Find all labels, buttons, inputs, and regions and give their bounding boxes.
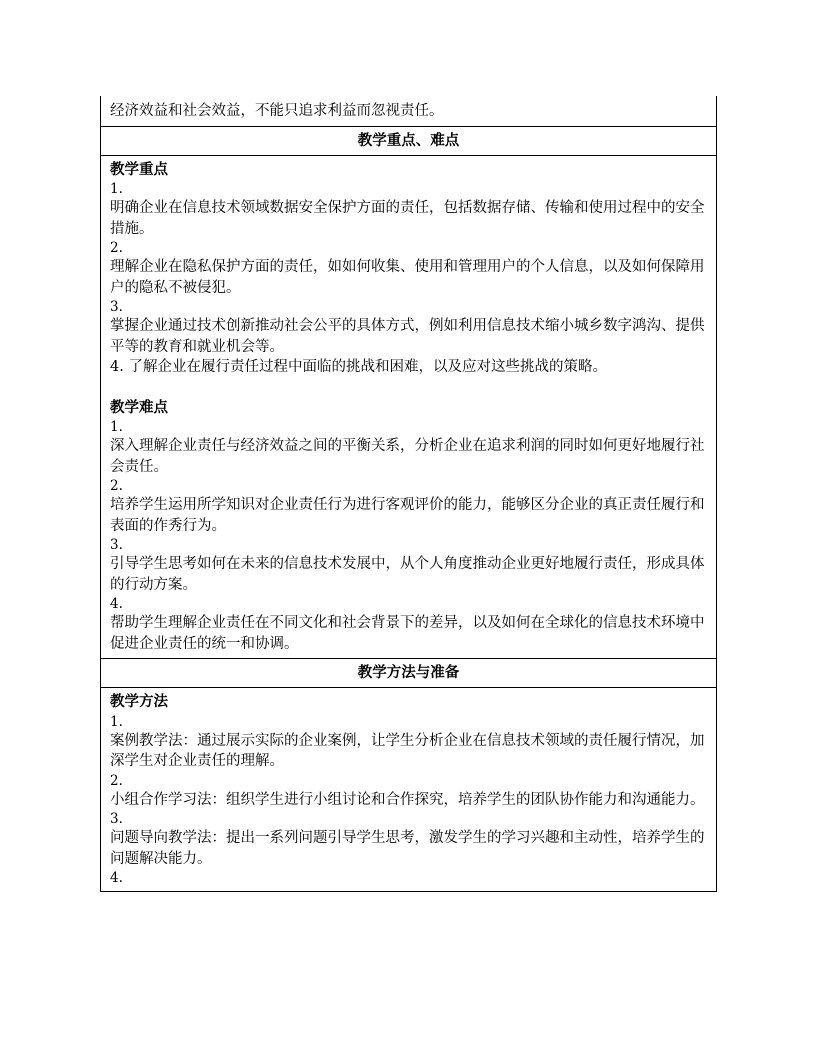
lesson-plan-table (100, 96, 717, 892)
method-item-4-num: 4. (110, 870, 123, 886)
method-item-3-num: 3. (110, 811, 123, 827)
section-header-text: 教学重点、难点 (357, 131, 460, 149)
method-item-1-num: 1. (110, 713, 123, 730)
section-header-text: 教学方法与准备 (357, 664, 460, 681)
spacer (110, 378, 707, 398)
continued-text-cell (101, 96, 716, 126)
difficulty-item-2-num: 2. (110, 478, 123, 494)
focus-item-1-num: 1. (110, 181, 123, 197)
focus-title: 教学重点 (110, 160, 168, 178)
focus-item-3-text: 掌握企业通过技术创新推动社会公平的具体方式，例如利用信息技术缩小城乡数字鸿沟、提供平等的教育和就业机会等。 (110, 318, 705, 355)
difficulty-item-3-text: 引导学生思考如何在未来的信息技术发展中，从个人角度推动企业更好地履行责任，形成具体的行动方案。 (110, 556, 705, 593)
difficulty-title: 教学难点 (110, 398, 168, 416)
focus-item-4: 4. 了解企业在履行责任过程中面临的挑战和困难，以及应对这些挑战的策略。 (110, 359, 607, 375)
section-header-methods-preparation (101, 658, 716, 687)
method-item-3-text: 问题导向教学法：提出一系列问题引导学生思考，激发学生的学习兴趣和主动性，培养学生的问题解决能力。 (110, 830, 705, 867)
section-header-focus-difficulty (101, 126, 716, 155)
difficulty-item-1-text: 深入理解企业责任与经济效益之间的平衡关系，分析企业在追求利润的同时如何更好地履行社会责任。 (110, 438, 705, 475)
methods-content-cell (101, 687, 716, 891)
continued-text: 经济效益和社会效益，不能只追求利益而忽视责任。 (110, 103, 444, 119)
focus-item-1-text: 明确企业在信息技术领域数据安全保护方面的责任，包括数据存储、传输和使用过程中的安全措施。 (110, 200, 705, 237)
difficulty-item-4-text: 帮助学生理解企业责任在不同文化和社会背景下的差异，以及如何在全球化的信息技术环境中促进企业责任的统一和协调。 (110, 615, 705, 652)
focus-item-2-text: 理解企业在隐私保护方面的责任，如如何收集、使用和管理用户的个人信息，以及如何保障用户的隐私不被侵犯。 (110, 259, 705, 296)
method-item-1-text: 案例教学法：通过展示实际的企业案例，让学生分析企业在信息技术领域的责任履行情况，加深学生对企业责任的理解。 (110, 732, 705, 769)
difficulty-item-1-num: 1. (110, 419, 123, 435)
method-item-2-text: 小组合作学习法：组织学生进行小组讨论和合作探究，培养学生的团队协作能力和沟通能力。 (110, 791, 705, 808)
difficulty-item-3-num: 3. (110, 537, 123, 553)
focus-item-3-num: 3. (110, 299, 123, 315)
focus-item-2-num: 2. (110, 240, 123, 256)
difficulty-item-2-text: 培养学生运用所学知识对企业责任行为进行客观评价的能力，能够区分企业的真正责任履行和表面的作秀行为。 (110, 497, 705, 534)
methods-title: 教学方法 (110, 693, 168, 710)
difficulty-item-4-num: 4. (110, 596, 123, 612)
focus-difficulty-content-cell (101, 155, 716, 659)
method-item-2-num: 2. (110, 772, 123, 789)
